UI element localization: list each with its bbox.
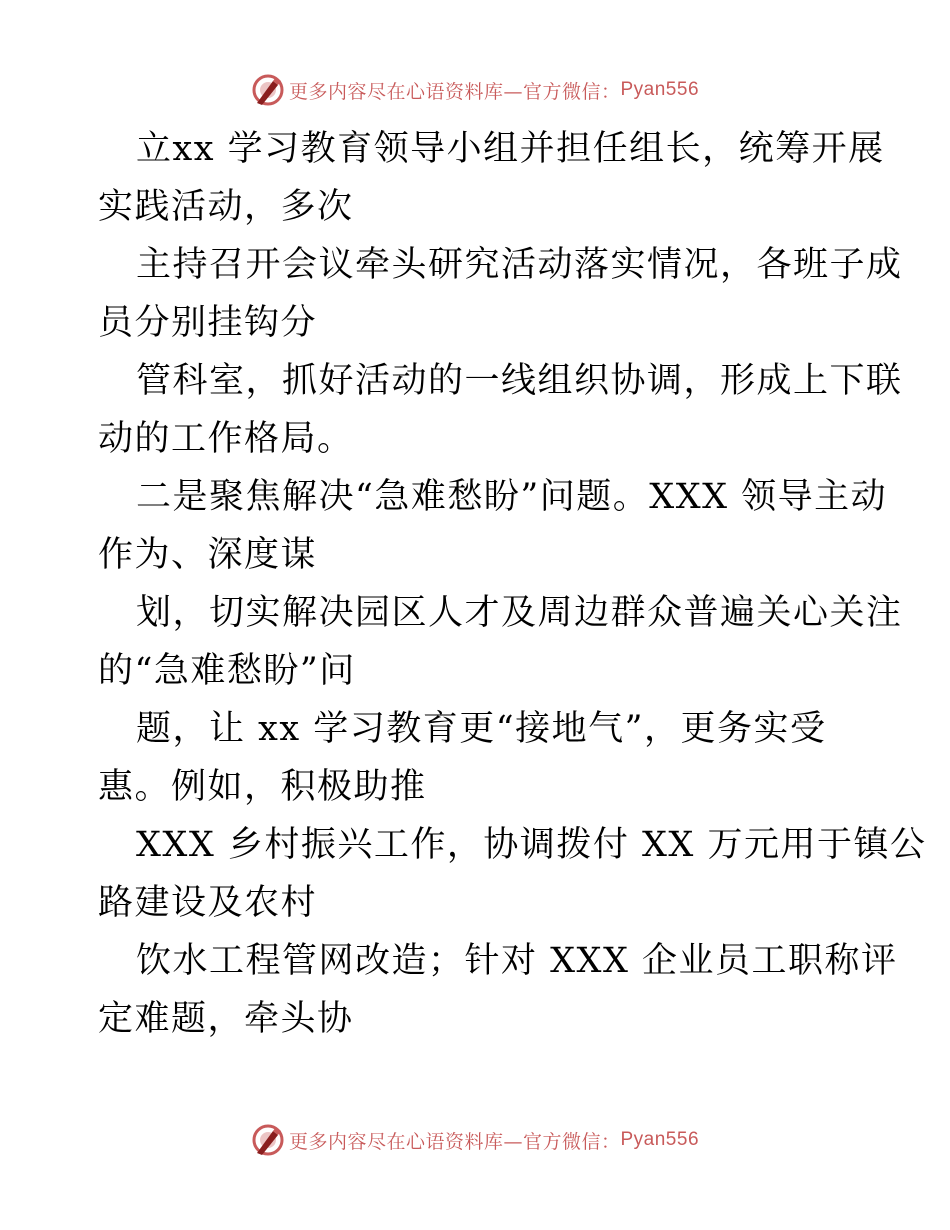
document-body	[98, 120, 927, 1048]
header-wechat-id: Pyan556	[620, 79, 700, 100]
footer-wechat-id: Pyan556	[620, 1129, 700, 1150]
body-line: 实践活动，多次	[98, 187, 354, 227]
footer-banner	[0, 1120, 950, 1160]
body-line: 立xx 学习教育领导小组并担任组长，统筹开展	[136, 129, 885, 169]
body-line: 作为、深度谋	[98, 535, 318, 575]
body-line: 定难题，牵头协	[98, 999, 354, 1039]
header-banner	[0, 70, 950, 110]
pen-logo-icon	[251, 1123, 285, 1157]
body-line: 划，切实解决园区人才及周边群众普遍关心关注	[136, 593, 903, 633]
body-line: 饮水工程管网改造；针对 XXX 企业员工职称评	[136, 941, 898, 981]
body-line: 主持召开会议牵头研究活动落实情况，各班子成	[136, 245, 903, 285]
pen-logo-icon	[251, 73, 285, 107]
body-line: 管科室，抓好活动的一线组织协调，形成上下联	[136, 361, 903, 401]
body-line: 题，让 xx 学习教育更“接地气”，更务实受	[136, 709, 827, 749]
body-line: 惠。例如，积极助推	[98, 767, 427, 807]
header-banner-text: 更多内容尽在心语资料库—官方微信：	[288, 80, 621, 103]
footer-banner-text: 更多内容尽在心语资料库—官方微信：	[288, 1130, 621, 1153]
body-line: 的“急难愁盼”问	[98, 651, 356, 691]
body-line: 员分别挂钩分	[98, 303, 318, 343]
body-line: 动的工作格局。	[98, 419, 354, 459]
body-line: XXX 乡村振兴工作，协调拨付 XX 万元用于镇公	[136, 825, 927, 865]
body-line: 路建设及农村	[98, 883, 318, 923]
body-line: 二是聚焦解决“急难愁盼”问题。XXX 领导主动	[136, 477, 888, 517]
